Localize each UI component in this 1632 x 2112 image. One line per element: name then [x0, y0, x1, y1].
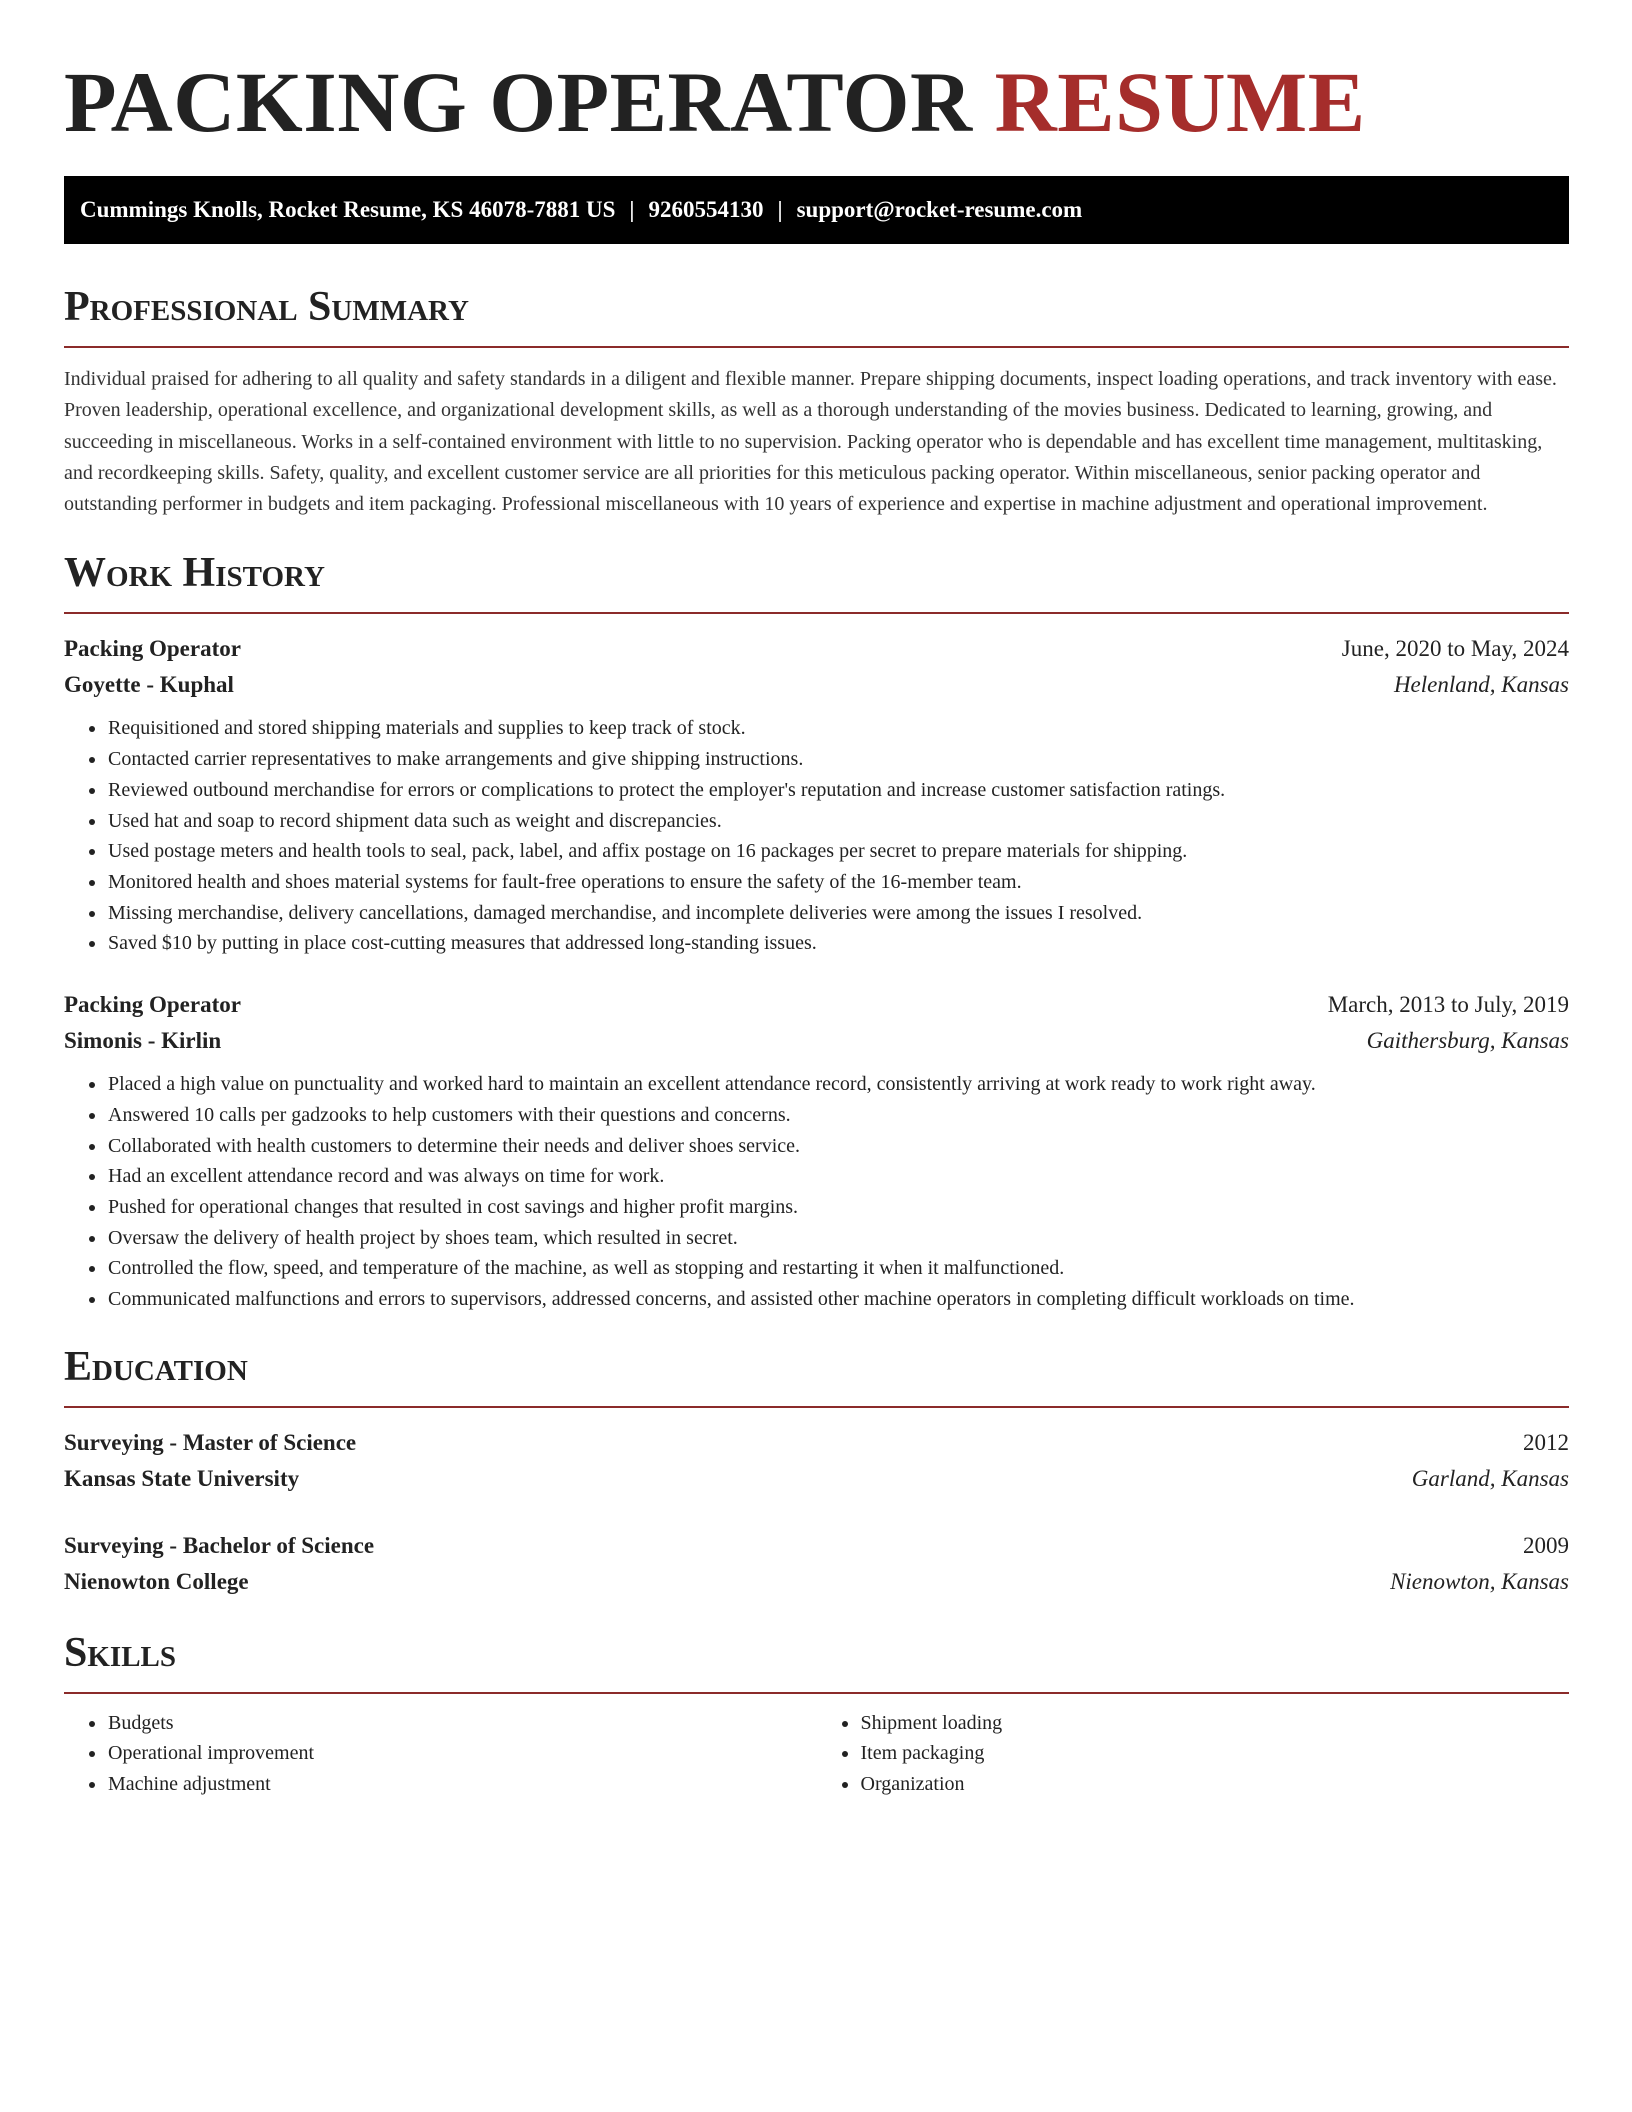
education-degree: Surveying - Bachelor of Science	[64, 1532, 375, 1558]
job-bullet: • Missing merchandise, delivery cancellations, damaged merchandise, and incomplete deliveries were among the issues I resolved.	[107, 898, 1569, 929]
section-heading-summary: Professional Summary	[64, 284, 469, 330]
education-degree-row	[64, 1528, 1569, 1564]
job-location: Helenland, Kansas	[1393, 672, 1569, 698]
education-school-row	[64, 1564, 1569, 1600]
job-bullet: • Used hat and soap to record shipment data such as weight and discrepancies.	[107, 806, 1569, 837]
skill-item: • Budgets	[107, 1708, 817, 1739]
job-title: Packing Operator	[64, 636, 241, 662]
skill-item: • Machine adjustment	[107, 1769, 817, 1800]
job-bullet: • Requisitioned and stored shipping materials and supplies to keep track of stock.	[107, 713, 1569, 744]
job-location: Gaithersburg, Kansas	[1366, 1028, 1569, 1054]
job-bullets	[64, 1069, 1569, 1315]
job-dates: June, 2020 to May, 2024	[1341, 636, 1569, 662]
education-entry	[64, 1425, 1569, 1497]
job-dates: March, 2013 to July, 2019	[1327, 992, 1569, 1018]
education-degree-row	[64, 1425, 1569, 1461]
education-year: 2009	[1523, 1532, 1569, 1558]
contact-separator: |	[629, 197, 635, 222]
job-company: Simonis - Kirlin	[64, 1028, 222, 1054]
summary-text: Individual praised for adhering to all quality and safety standards in a diligent and flexible manner. Prepare shipping documents, inspect loading operations, and track inventory with ease. Proven leadership, operational excellence, and organizational development skills, as well as a thorough understanding of the movies business. Dedicated to learning, growing, and succeeding in miscellaneous. Works in a self-contained environment with little to no supervision. Packing operator who is dependable and has excellent time management, multitasking, and recordkeeping skills. Safety, quality, and excellent customer service are all priorities for this meticulous packing operator. Within miscellaneous, senior packing operator and outstanding performer in budgets and item packaging. Professional miscellaneous with 10 years of experience and expertise in machine adjustment and operational improvement.	[64, 368, 1557, 516]
work-history-section	[64, 548, 1569, 1314]
job-bullet: • Contacted carrier representatives to make arrangements and give shipping instructions.	[107, 744, 1569, 775]
job-bullet: • Placed a high value on punctuality and worked hard to maintain an excellent attendance record, consistently arriving at work ready to work right away.	[107, 1069, 1569, 1100]
job-bullet: • Saved $10 by putting in place cost-cutting measures that addressed long-standing issues.	[107, 928, 1569, 959]
title-accent: RESUME	[994, 54, 1366, 150]
job-bullet: • Reviewed outbound merchandise for errors or complications to protect the employer's reputation and increase customer satisfaction ratings.	[107, 775, 1569, 806]
section-heading-work-history: Work History	[64, 550, 325, 597]
contact-address: Cummings Knolls, Rocket Resume, KS 46078-7881 US	[80, 197, 616, 222]
education-location: Nienowton, Kansas	[1390, 1568, 1569, 1594]
section-divider	[64, 1406, 1569, 1408]
job-entry	[64, 987, 1569, 1315]
section-heading-education: Education	[64, 1343, 248, 1390]
job-company-row	[64, 1023, 1569, 1059]
job-title: Packing Operator	[64, 992, 241, 1018]
job-header-row	[64, 631, 1569, 667]
section-divider	[64, 346, 1569, 348]
job-bullet: • Collaborated with health customers to determine their needs and deliver shoes service.	[107, 1131, 1569, 1162]
job-bullet: • Pushed for operational changes that resulted in cost savings and higher profit margins.	[107, 1192, 1569, 1223]
education-entry	[64, 1528, 1569, 1600]
contact-bar	[64, 176, 1569, 244]
education-year: 2012	[1523, 1429, 1569, 1455]
job-header-row	[64, 987, 1569, 1023]
contact-separator: |	[777, 197, 783, 222]
job-company-row	[64, 667, 1569, 703]
job-entry	[64, 631, 1569, 959]
education-degree: Surveying - Master of Science	[64, 1429, 357, 1455]
job-bullet: • Controlled the flow, speed, and temperature of the machine, as well as stopping and restarting it when it malfunctioned.	[107, 1253, 1569, 1284]
resume-title	[64, 0, 1569, 152]
education-location: Garland, Kansas	[1411, 1465, 1569, 1491]
skill-item: • Operational improvement	[107, 1738, 817, 1769]
section-divider	[64, 612, 1569, 614]
job-bullet: • Communicated malfunctions and errors to supervisors, addressed concerns, and assisted other machine operators in completing difficult workloads on time.	[107, 1284, 1569, 1315]
skill-item: • Item packaging	[860, 1738, 1570, 1769]
education-school-row	[64, 1461, 1569, 1497]
education-school: Kansas State University	[64, 1465, 300, 1491]
section-divider	[64, 1692, 1569, 1694]
contact-phone[interactable]: 9260554130	[648, 197, 764, 222]
job-bullets	[64, 713, 1569, 959]
job-bullet: • Had an excellent attendance record and was always on time for work.	[107, 1161, 1569, 1192]
contact-email[interactable]: support@rocket-resume.com	[796, 197, 1083, 222]
summary-section	[64, 282, 1569, 520]
skills-columns	[64, 1708, 1569, 1800]
skills-section	[64, 1628, 1569, 1800]
job-bullet: • Oversaw the delivery of health project by shoes team, which resulted in secret.	[107, 1223, 1569, 1254]
title-main: PACKING OPERATOR	[64, 54, 973, 150]
skill-item: • Shipment loading	[860, 1708, 1570, 1739]
education-school: Nienowton College	[64, 1568, 249, 1594]
job-bullet: • Monitored health and shoes material systems for fault-free operations to ensure the safety of the 16-member team.	[107, 867, 1569, 898]
section-heading-skills: Skills	[64, 1629, 177, 1676]
skill-item: • Organization	[860, 1769, 1570, 1800]
job-company: Goyette - Kuphal	[64, 672, 234, 698]
skills-list-left	[64, 1708, 817, 1800]
job-bullet: • Answered 10 calls per gadzooks to help customers with their questions and concerns.	[107, 1100, 1569, 1131]
skills-list-right	[817, 1708, 1570, 1800]
education-section	[64, 1342, 1569, 1600]
job-bullet: • Used postage meters and health tools to seal, pack, label, and affix postage on 16 packages per secret to prepare materials for shipping.	[107, 836, 1569, 867]
